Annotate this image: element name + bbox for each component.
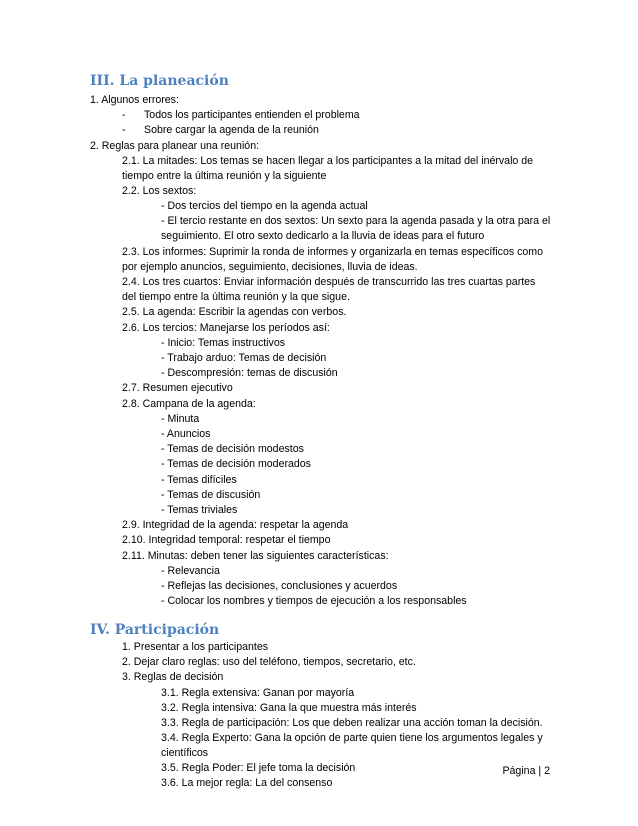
sub-item: - Minuta	[161, 413, 200, 425]
bullet-item: - Todos los participantes entienden el problema	[122, 109, 360, 121]
section-heading-planeacion: III. La planeación	[90, 73, 229, 89]
list-item: 2.7. Resumen ejecutivo	[122, 382, 233, 394]
list-item-continuation: tiempo entre la última reunión y la siguiente	[122, 170, 327, 182]
list-item-continuation: por ejemplo anuncios, seguimiento, decisiones, lluvia de ideas.	[122, 261, 418, 273]
sub-item: 3.1. Regla extensiva: Ganan por mayoría	[161, 687, 355, 699]
sub-item: - Trabajo arduo: Temas de decisión	[161, 352, 327, 364]
sub-item: - Inicio: Temas instructivos	[161, 337, 286, 349]
sub-item: 3.4. Regla Experto: Gana la opción de parte quien tiene los argumentos legales y	[161, 732, 543, 744]
page-number-footer: Página | 2	[502, 765, 550, 777]
sub-item: - Temas de decisión modestos	[161, 443, 304, 455]
sub-item: - Reflejas las decisiones, conclusiones y acuerdos	[161, 580, 398, 592]
sub-item: - Temas de discusión	[161, 489, 261, 501]
list-item: 1. Algunos errores:	[90, 94, 179, 106]
list-item: 2.3. Los informes: Suprimir la ronda de informes y organizarla en temas específicos como	[122, 246, 543, 258]
list-item: 2.2. Los sextos:	[122, 185, 197, 197]
bullet-item: - Sobre cargar la agenda de la reunión	[122, 124, 319, 136]
list-item: 2.9. Integridad de la agenda: respetar la agenda	[122, 519, 349, 531]
sub-item: - Temas triviales	[161, 504, 238, 516]
sub-item: - Temas difíciles	[161, 474, 237, 486]
list-item-continuation: del tiempo entre la última reunión y la que sigue.	[122, 291, 350, 303]
sub-item: 3.5. Regla Poder: El jefe toma la decisión	[161, 762, 356, 774]
list-item: 2.1. La mitades: Los temas se hacen llegar a los participantes a la mitad del inérvalo de	[122, 155, 534, 167]
sub-item: - Anuncios	[161, 428, 211, 440]
list-item: 3. Reglas de decisión	[122, 671, 224, 683]
bullet-text: Sobre cargar la agenda de la reunión	[144, 124, 319, 136]
sub-item: - Dos tercios del tiempo en la agenda actual	[161, 200, 368, 212]
list-item: 2.10. Integridad temporal: respetar el tiempo	[122, 534, 331, 546]
list-item: 2. Dejar claro reglas: uso del teléfono, tiempos, secretario, etc.	[122, 656, 416, 668]
sub-item: - Colocar los nombres y tiempos de ejecución a los responsables	[161, 595, 467, 607]
list-item: 2.6. Los tercios: Manejarse los períodos así:	[122, 322, 330, 334]
sub-item: 3.3. Regla de participación: Los que deben realizar una acción toman la decisión.	[161, 717, 543, 729]
sub-item: - El tercio restante en dos sextos: Un sexto para la agenda pasada y la otra para el	[161, 215, 551, 227]
sub-item: - Descompresión: temas de discusión	[161, 367, 338, 379]
bullet-text: Todos los participantes entienden el problema	[144, 109, 360, 121]
sub-item: - Temas de decisión moderados	[161, 458, 311, 470]
sub-item: - Relevancia	[161, 565, 220, 577]
section-heading-participacion: IV. Participación	[90, 622, 220, 638]
sub-item-continuation: científicos	[161, 747, 209, 759]
list-item: 2. Reglas para planear una reunión:	[90, 140, 260, 152]
sub-item: 3.6. La mejor regla: La del consenso	[161, 777, 333, 789]
list-item: 1. Presentar a los participantes	[122, 641, 269, 653]
sub-item: 3.2. Regla intensiva: Gana la que muestra más interés	[161, 702, 417, 714]
list-item: 2.11. Minutas: deben tener las siguientes características:	[122, 550, 389, 562]
list-item: 2.8. Campana de la agenda:	[122, 398, 256, 410]
sub-item-continuation: seguimiento. El otro sexto dedicarlo a la lluvia de ideas para el futuro	[161, 230, 485, 242]
list-item: 2.4. Los tres cuartos: Enviar información después de transcurrido las tres cuartas partes	[122, 276, 536, 288]
list-item: 2.5. La agenda: Escribir la agendas con verbos.	[122, 306, 347, 318]
